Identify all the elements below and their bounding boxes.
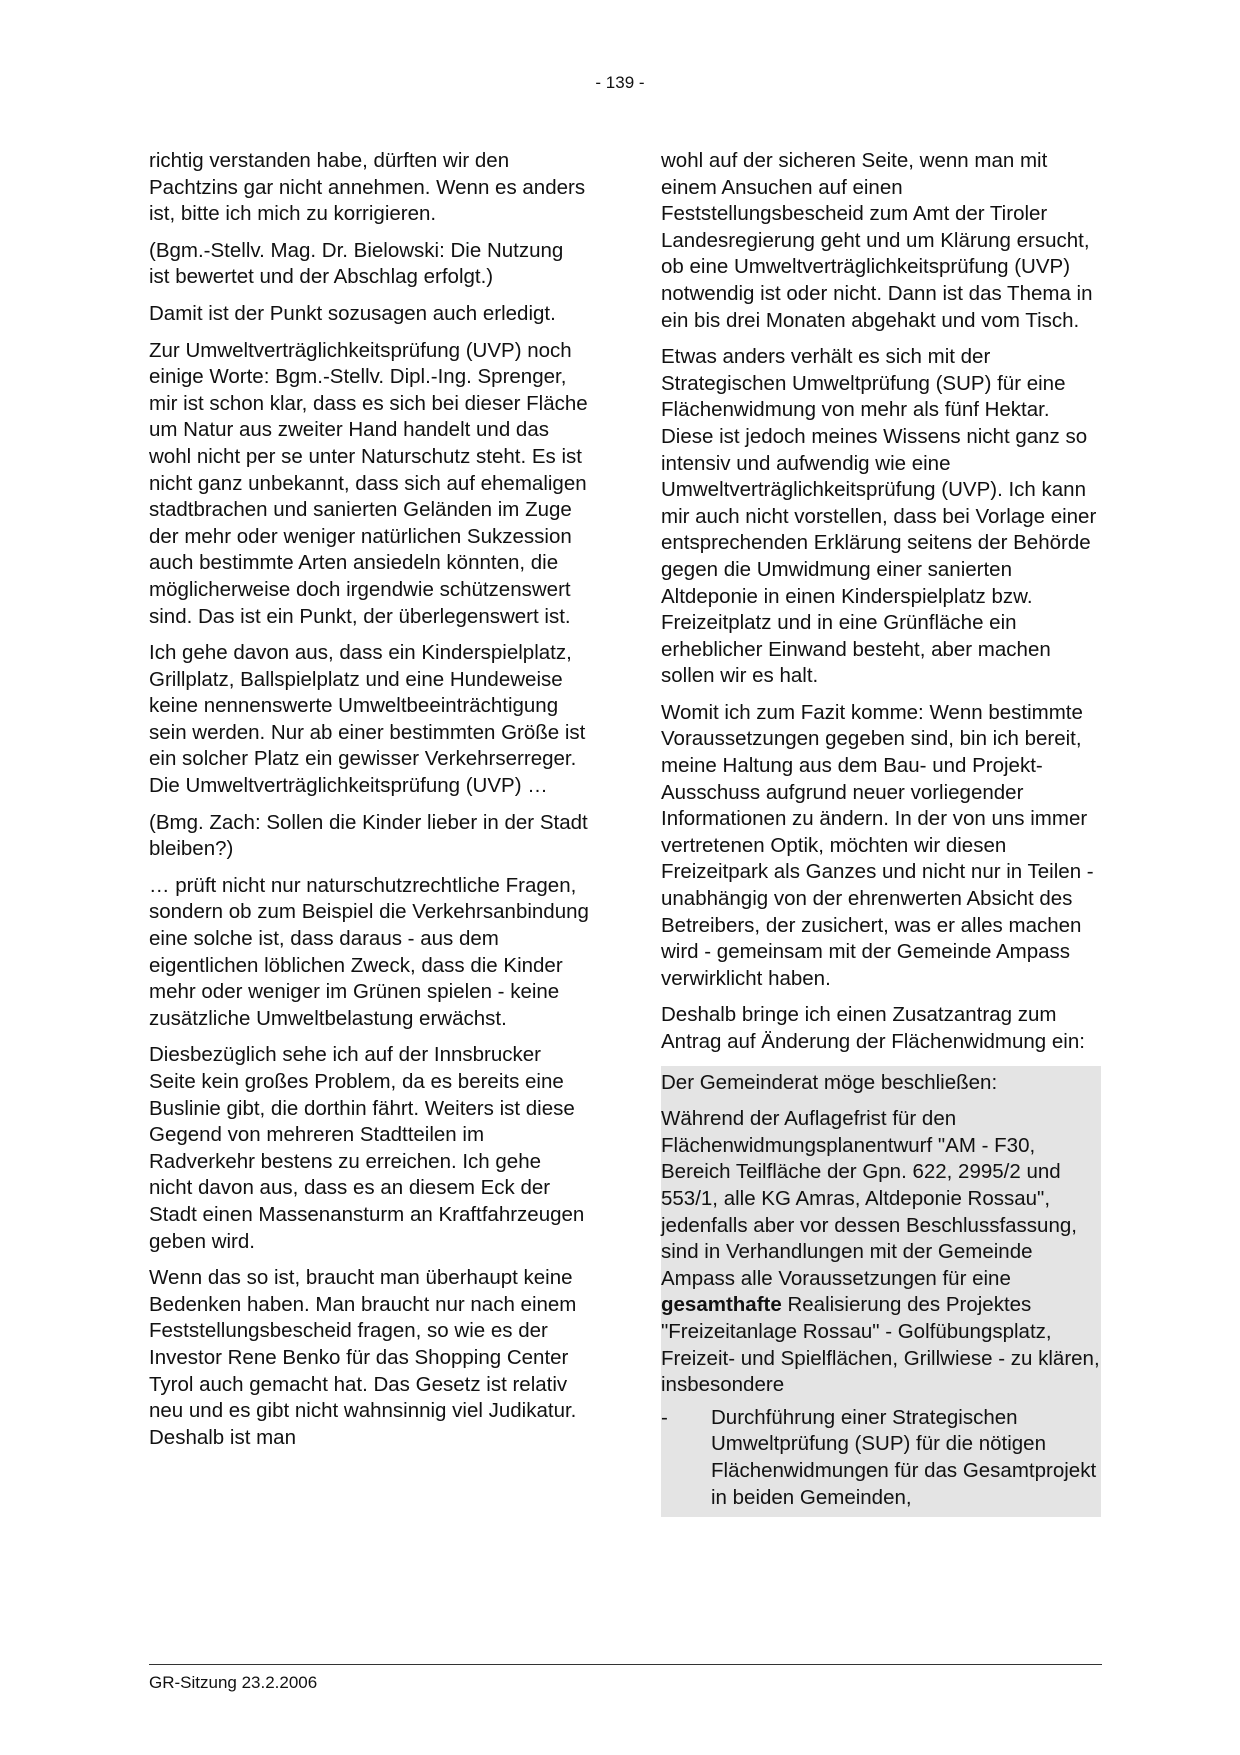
motion-body-end: Realisierung des Projektes "Freizeitanlage Rossau" - Golfübungsplatz, Freizeit- und Spielflächen, Grillwiese - zu klären, insbesondere xyxy=(661,1293,1100,1397)
motion-bullet xyxy=(661,1405,1101,1511)
motion-intro: Der Gemeinderat möge beschließen: xyxy=(661,1070,998,1094)
paragraph: wohl auf der sicheren Seite, wenn man mit einem Ansuchen auf einen Feststellungsbescheid zum Amt der Tiroler Landesregierung geht und um Klärung ersucht, ob eine Umweltverträglichkeitsprüfung (UVP) notwendig ist oder nicht. Dann ist das Thema in ein bis drei Monaten abgehakt und vom Tisch. xyxy=(661,149,1093,332)
bullet-text: Durchführung einer Strategischen Umweltprüfung (SUP) für die nötigen Flächenwidmungen für das Gesamtprojekt in beiden Gemeinden, xyxy=(711,1405,1097,1509)
footer-text: GR-Sitzung 23.2.2006 xyxy=(149,1673,318,1692)
bullet-dash: - xyxy=(661,1405,668,1429)
paragraph: Deshalb bringe ich einen Zusatzantrag zum Antrag auf Änderung der Flächenwidmung ein: xyxy=(661,1003,1085,1053)
page-number: - 139 - xyxy=(595,73,645,92)
motion-body-start: Während der Auflagefrist für den Flächenwidmungsplanentwurf "AM - F30, Bereich Teilfläche der Gpn. 622, 2995/2 und 553/1, alle KG Amras, Altdeponie Rossau", jedenfalls aber vor dessen Beschlussfassung, sind in Verhandlungen mit der Gemeinde Ampass alle Voraussetzungen für eine xyxy=(661,1107,1077,1290)
motion-body xyxy=(661,1106,1101,1399)
motion-body-bold: gesamthafte xyxy=(661,1293,782,1317)
paragraph: Ich gehe davon aus, dass ein Kinderspielplatz, Grillplatz, Ballspielplatz und eine Hundeweise keine nennenswerte Umweltbeeinträchtigung sein werden. Nur ab einer bestimmten Größe ist ein solcher Platz ein gewisser Verkehrserreger. Die Umweltverträglichkeitsprüfung (UVP) … xyxy=(149,641,586,798)
paragraph: Wenn das so ist, braucht man überhaupt keine Bedenken haben. Man braucht nur nach einem Feststellungsbescheid fragen, so wie es der Investor Rene Benko für das Shopping Center Tyrol auch gemacht hat. Das Gesetz ist relativ neu und es gibt nicht wahnsinnig viel Judikatur. Deshalb ist man xyxy=(149,1266,577,1449)
footer-divider xyxy=(149,1664,1102,1665)
paragraph: Zur Umweltverträglichkeitsprüfung (UVP) noch einige Worte: Bgm.-Stellv. Dipl.-Ing. Sprenger, mir ist schon klar, dass es sich bei dieser Fläche um Natur aus zweiter Hand handelt und das wohl nicht per se unter Naturschutz steht. Es ist nicht ganz unbekannt, dass sich auf ehemaligen stadtbrachen und sanierten Geländen im Zuge der mehr oder weniger natürlichen Sukzession auch bestimmte Arten ansiedeln könnten, die möglicherweise doch irgendwie schützenswert sind. Das ist ein Punkt, der überlegenswert ist. xyxy=(149,338,588,628)
interjection: (Bmg. Zach: Sollen die Kinder lieber in der Stadt bleiben?) xyxy=(149,810,588,861)
left-column xyxy=(149,148,589,1461)
interjection: (Bgm.-Stellv. Mag. Dr. Bielowski: Die Nutzung ist bewertet und der Abschlag erfolgt.) xyxy=(149,238,564,289)
paragraph: Womit ich zum Fazit komme: Wenn bestimmte Voraussetzungen gegeben sind, bin ich bereit, meine Haltung aus dem Bau- und Projekt-Ausschuss aufgrund neuer vorliegender Informationen zu ändern. In der von uns immer vertretenen Optik, möchten wir diesen Freizeitpark als Ganzes und nicht nur in Teilen - unabhängig von der ehrenwerten Absicht des Betreibers, der zusichert, was er alles machen wird - gemeinsam mit der Gemeinde Ampass verwirklicht haben. xyxy=(661,700,1094,990)
right-column xyxy=(661,148,1101,1517)
paragraph: Diesbezüglich sehe ich auf der Innsbrucker Seite kein großes Problem, da es bereits eine Buslinie gibt, die dorthin fährt. Weiters ist diese Gegend von mehreren Stadtteilen im Radverkehr bestens zu erreichen. Ich gehe nicht davon aus, dass es an diesem Eck der Stadt einen Massenansturm an Kraftfahrzeugen geben wird. xyxy=(149,1043,585,1253)
paragraph: … prüft nicht nur naturschutzrechtliche Fragen, sondern ob zum Beispiel die Verkehrsanbindung eine solche ist, dass daraus - aus dem eigentlichen löblichen Zweck, dass die Kinder mehr oder weniger im Grünen spielen - keine zusätzliche Umweltbelastung erwächst. xyxy=(149,873,589,1030)
paragraph: Etwas anders verhält es sich mit der Strategischen Umweltprüfung (SUP) für eine Flächenwidmung von mehr als fünf Hektar. Diese ist jedoch meines Wissens nicht ganz so intensiv und aufwendig wie eine Umweltverträglichkeitsprüfung (UVP). Ich kann mir auch nicht vorstellen, dass bei Vorlage einer entsprechenden Erklärung seitens der Behörde gegen die Umwidmung einer sanierten Altdeponie in einen Kinderspielplatz bzw. Freizeitplatz und in eine Grünfläche ein erheblicher Einwand besteht, aber machen sollen wir es halt. xyxy=(661,345,1097,688)
motion-box xyxy=(661,1066,1101,1518)
paragraph: Damit ist der Punkt sozusagen auch erledigt. xyxy=(149,301,556,325)
paragraph: richtig verstanden habe, dürften wir den Pachtzins gar nicht annehmen. Wenn es anders ist, bitte ich mich zu korrigieren. xyxy=(149,149,586,226)
